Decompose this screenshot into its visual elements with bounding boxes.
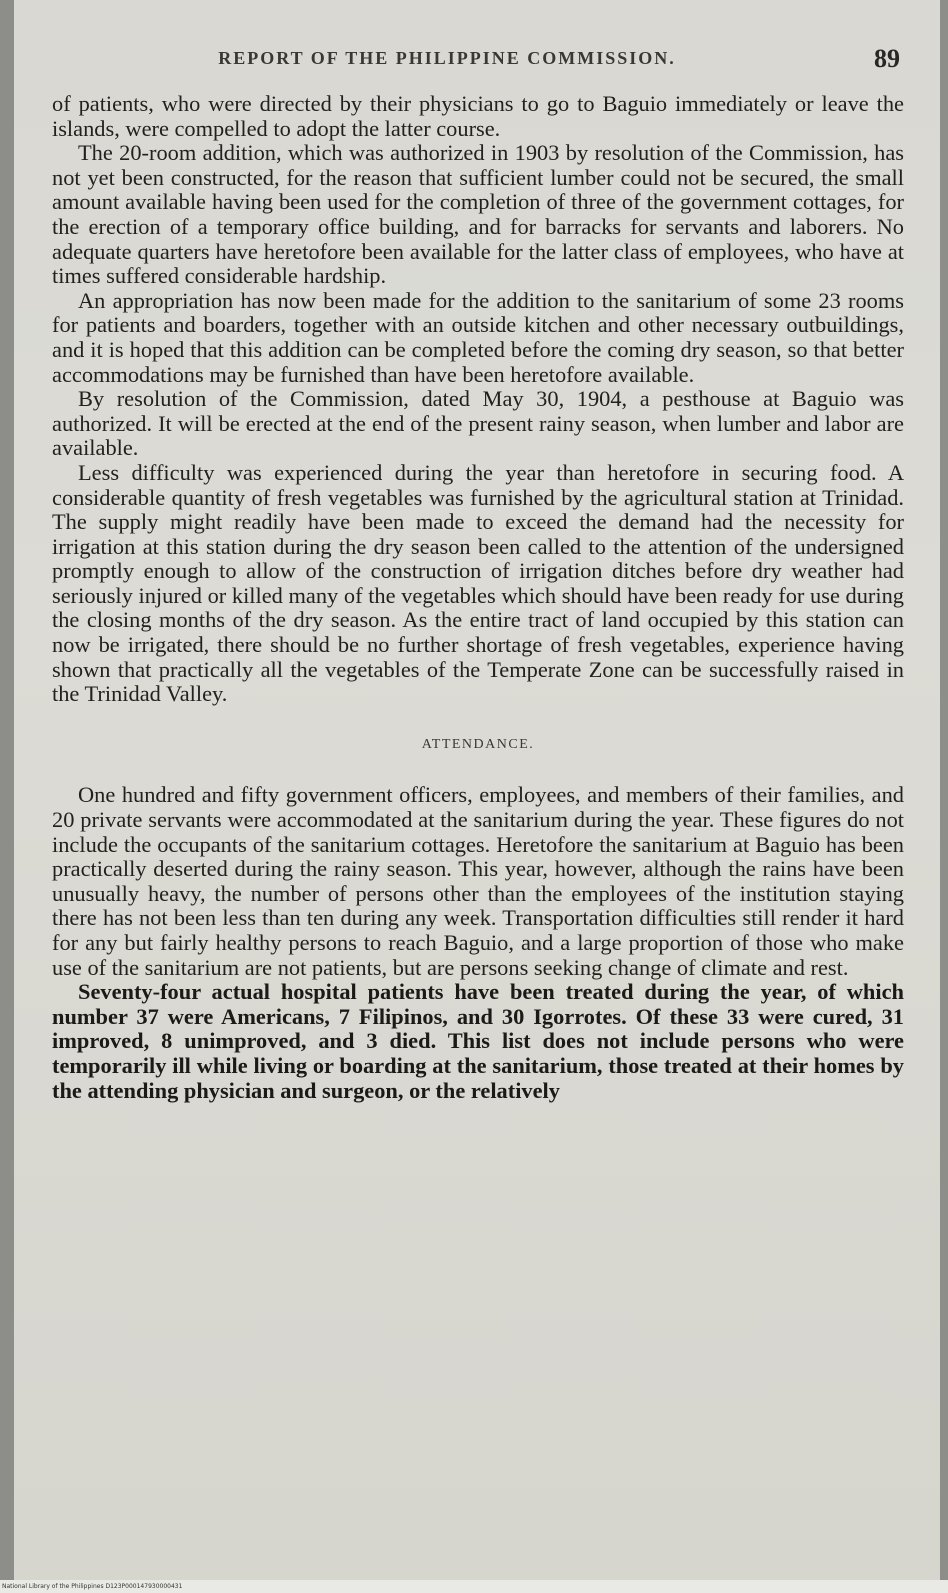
scan-footer: National Library of the Philippines D123P000147930000431 [0,1580,948,1593]
body-text [52,92,904,1103]
paragraph: An appropriation has now been made for the addition to the sanitarium of some 23 rooms for patients and boarders, together with an outside kitchen and other necessary outbuildings, and it is hoped that this addition can be completed before the coming dry season, so that better accommodations may be furnished than have been heretofore available. [52,287,904,387]
paragraph: of patients, who were directed by their physicians to go to Baguio immediately or leave the islands, were compelled to adopt the latter course. [52,91,904,141]
paragraph: By resolution of the Commission, dated May 30, 1904, a pesthouse at Baguio was authorized. It will be erected at the end of the present rainy season, when lumber and labor are available. [52,386,904,461]
section-heading: ATTENDANCE. [421,736,535,752]
paragraph: Less difficulty was experienced during the year than heretofore in securing food. A considerable quantity of fresh vegetables was furnished by the agricultural station at Trinidad. The supply might readily have been made to exceed the demand had the necessity for irrigation at this station during the dry season been called to the attention of the undersigned promptly enough to allow of the construction of irrigation ditches before dry weather had seriously injured or killed many of the vegetables which should have been ready for use during the closing months of the dry season. As the entire tract of land occupied by this station can now be irrigated, there should be no further shortage of fresh vegetables, experience having shown that practically all the vegetables of the Temperate Zone can be successfully raised in the Trinidad Valley. [52,459,904,707]
paragraph: The 20-room addition, which was authorized in 1903 by resolution of the Commission, has not yet been constructed, for the reason that sufficient lumber could not be secured, the small amount available having been used for the completion of three of the government cottages, for the erection of a temporary office building, and for barracks for servants and laborers. No adequate quarters have heretofore been available for the latter class of employees, who have at times suffered considerable hardship. [52,140,904,289]
paragraph: Seventy-four actual hospital patients have been treated during the year, of which number 37 were Americans, 7 Filipinos, and 30 Igorrotes. Of these 33 were cured, 31 improved, 8 unimproved, and 3 died. This list does not include persons who were temporarily ill while living or boarding at the sanitarium, those treated at their homes by the attending physician and surgeon, or the relatively [52,979,904,1103]
page-header [54,44,900,84]
running-head: REPORT OF THE PHILIPPINE COMMISSION. [218,48,676,68]
paragraph: One hundred and fifty government officers, employees, and members of their families, and 20 private servants were accommodated at the sanitarium during the year. These figures do not include the occupants of the sanitarium cottages. Heretofore the sanitarium at Baguio has been practically deserted during the rainy season. This year, however, although the rains have been unusually heavy, the number of persons other than the employees of the institution staying there has not been less than ten during any week. Transportation difficulties still render it hard for any but fairly healthy persons to reach Baguio, and a large proportion of those who make use of the sanitarium are not patients, but are persons seeking change of climate and rest. [52,782,904,980]
document-page [14,0,940,1580]
page-number: 89 [874,44,900,73]
